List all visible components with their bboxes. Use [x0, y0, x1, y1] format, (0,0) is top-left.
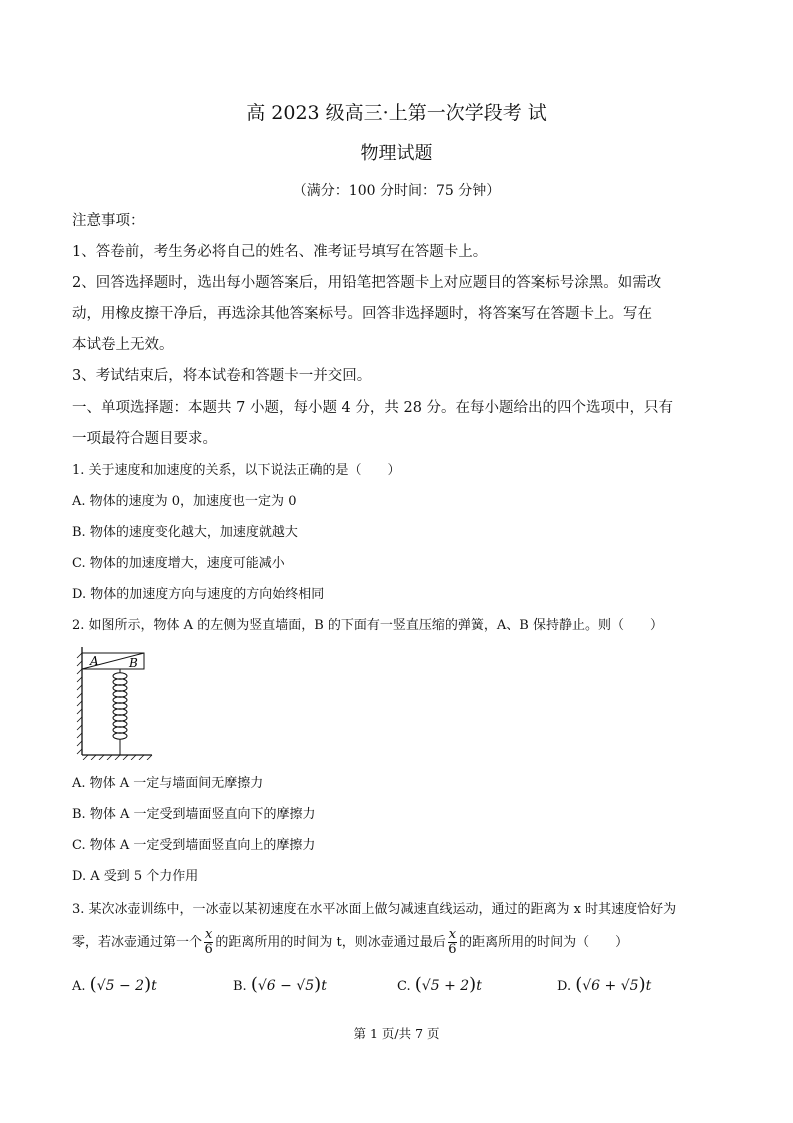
notes-heading: 注意事项：: [72, 213, 145, 229]
fraction-x-over-6: $\frac{x}{6}$: [448, 927, 457, 957]
section-heading-line-1: 一、单项选择题：本题共 7 小题，每小题 4 分，共 28 分。在每小题给出的四个选项中，只有: [72, 400, 674, 416]
note-1: 1、答卷前，考生务必将自己的姓名、准考证号填写在答题卡上。: [72, 244, 488, 260]
note-2-line-1: 2、回答选择题时，选出每小题答案后，用铅笔把答题卡上对应题目的答案标号涂黑。如需改: [72, 275, 662, 291]
q2-option-a: A. 物体 A 一定与墙面间无摩擦力: [72, 776, 264, 791]
exam-title: 高 2023 级高三·上第一次学段考 试: [246, 102, 547, 124]
q3-option-b-expr: √6 − √5: [257, 978, 315, 994]
exam-info: （满分：100 分时间：75 分钟）: [292, 183, 501, 199]
q2-option-d: D. A 受到 5 个力作用: [72, 869, 199, 884]
q3-option-c-expr: √5 + 2: [421, 978, 470, 994]
page-footer: 第 1 页/共 7 页: [353, 1026, 440, 1041]
fig-label-a: A: [90, 654, 99, 668]
exam-subject: 物理试题: [360, 143, 433, 164]
q3-option-a-expr: √5 − 2: [96, 978, 145, 994]
q3-option-d: D. (√6 + √5)t: [557, 974, 652, 995]
q3-line2-part-a: 零，若冰壶通过第一个: [72, 935, 203, 950]
note-2-line-2: 动，用橡皮擦干净后，再选涂其他答案标号。回答非选择题时，将答案写在答题卡上。写在: [72, 306, 652, 322]
q2-option-c: C. 物体 A 一定受到墙面竖直向上的摩擦力: [72, 838, 316, 853]
note-3: 3、考试结束后，将本试卷和答题卡一并交回。: [72, 368, 372, 384]
note-2-line-3: 本试卷上无效。: [72, 337, 174, 353]
q3-option-d-expr: √6 + √5: [582, 978, 639, 994]
q3-stem-line-2: [72, 928, 628, 958]
q3-line2-part-b: 的距离所用的时间为 t，则冰壶通过最后: [215, 935, 446, 950]
q3-stem-line-1: 3. 某次冰壶训练中，一冰壶以某初速度在水平冰面上做匀减速直线运动，通过的距离为 x 时其速度恰好为: [72, 902, 677, 917]
q3-option-b: B. (√6 − √5)t: [233, 974, 327, 995]
fig-label-b: B: [129, 656, 138, 670]
q1-option-c: C. 物体的加速度增大，速度可能减小: [72, 556, 285, 571]
section-heading-line-2: 一项最符合题目要求。: [72, 431, 217, 447]
q3-line2-part-c: 的距离所用的时间为（ ）: [459, 935, 629, 950]
q2-option-b: B. 物体 A 一定受到墙面竖直向下的摩擦力: [72, 807, 316, 822]
fraction-x-over-6: $\frac{x}{6}$: [204, 927, 213, 957]
q3-option-a: A. (√5 − 2)t: [72, 974, 157, 995]
q2-stem: 2. 如图所示，物体 A 的左侧为竖直墙面，B 的下面有一竖直压缩的弹簧，A、B 保持静止。则（ ）: [72, 618, 663, 633]
q2-figure: [76, 645, 156, 764]
q1-option-a: A. 物体的速度为 0，加速度也一定为 0: [72, 494, 297, 509]
q1-option-b: B. 物体的速度变化越大，加速度就越大: [72, 525, 298, 540]
q1-stem: 1. 关于速度和加速度的关系，以下说法正确的是（ ）: [72, 463, 401, 478]
q1-option-d: D. 物体的加速度方向与速度的方向始终相同: [72, 587, 325, 602]
q3-option-c: C. (√5 + 2)t: [397, 974, 482, 995]
